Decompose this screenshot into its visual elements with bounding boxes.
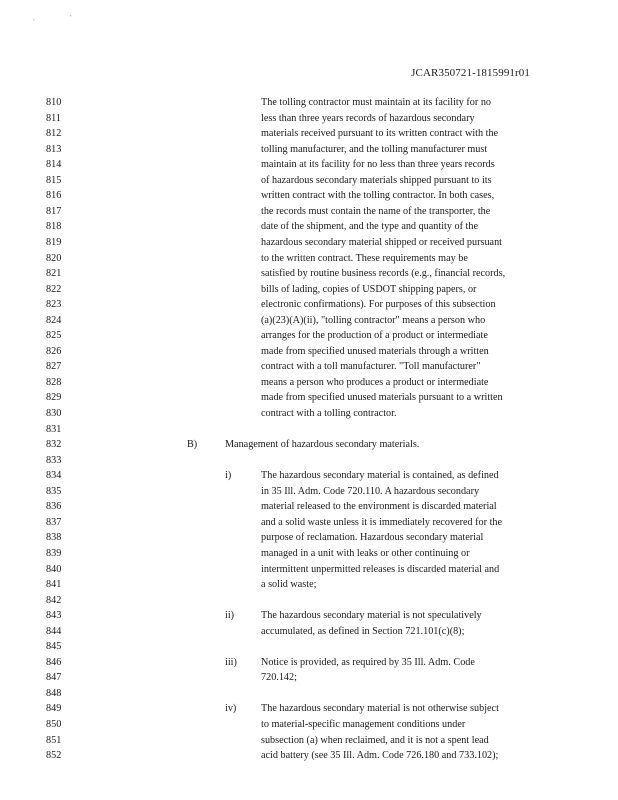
document-line bbox=[0, 562, 618, 577]
line-number: 821 bbox=[46, 268, 62, 280]
line-number: 824 bbox=[46, 314, 62, 326]
document-line bbox=[0, 624, 618, 639]
line-text: date of the shipment, and the type and quantity of the bbox=[261, 221, 478, 233]
line-text: bills of lading, copies of USDOT shipping papers, or bbox=[261, 283, 477, 295]
scan-mark: , bbox=[33, 14, 35, 22]
document-line bbox=[0, 530, 618, 545]
document-line bbox=[0, 546, 618, 561]
document-line bbox=[0, 188, 618, 203]
line-number: 811 bbox=[46, 112, 61, 124]
line-number: 832 bbox=[46, 439, 62, 451]
line-text: and a solid waste unless it is immediately recovered for the bbox=[261, 516, 503, 528]
document-line bbox=[0, 655, 618, 670]
line-number: 825 bbox=[46, 330, 62, 342]
document-line bbox=[0, 422, 618, 437]
line-number: 827 bbox=[46, 361, 62, 373]
line-number: 846 bbox=[46, 656, 62, 668]
line-number: 843 bbox=[46, 610, 62, 622]
subsection-label: ii) bbox=[225, 610, 235, 622]
line-text: satisfied by routine business records (e.g., financial records, bbox=[261, 268, 506, 280]
line-text: maintain at its facility for no less than three years records bbox=[261, 159, 495, 171]
document-line bbox=[0, 406, 618, 421]
line-number: 848 bbox=[46, 687, 62, 699]
line-text: made from specified unused materials pursuant to a written bbox=[261, 392, 503, 404]
line-number: 847 bbox=[46, 672, 62, 684]
line-text: to material-specific management conditions under bbox=[261, 719, 466, 730]
line-number: 816 bbox=[46, 190, 62, 202]
line-text: 720.142; bbox=[261, 672, 297, 684]
line-text: Notice is provided, as required by 35 Ill. Adm. Code bbox=[261, 656, 475, 668]
line-number: 815 bbox=[46, 174, 62, 186]
line-text: tolling manufacturer, and the tolling manufacturer must bbox=[261, 143, 488, 155]
line-number: 844 bbox=[46, 625, 62, 637]
line-number: 810 bbox=[46, 97, 62, 108]
document-line bbox=[0, 499, 618, 514]
line-number: 849 bbox=[46, 703, 62, 715]
scan-mark: ' bbox=[70, 14, 72, 22]
line-text: The tolling contractor must maintain at its facility for no bbox=[261, 97, 492, 108]
line-text: material released to the environment is discarded material bbox=[261, 501, 497, 513]
document-line bbox=[0, 701, 618, 716]
line-number: 817 bbox=[46, 205, 62, 217]
line-number: 841 bbox=[46, 579, 62, 591]
line-number: 838 bbox=[46, 532, 62, 544]
line-text: The hazardous secondary material is not otherwise subject bbox=[261, 703, 499, 715]
line-text: to the written contract. These requirements may be bbox=[261, 252, 468, 264]
line-number: 829 bbox=[46, 392, 62, 404]
line-text: the records must contain the name of the transporter, the bbox=[261, 205, 491, 217]
line-number: 836 bbox=[46, 501, 62, 513]
document-line bbox=[0, 328, 618, 343]
document-line bbox=[0, 313, 618, 328]
document-line bbox=[0, 359, 618, 374]
line-number: 842 bbox=[46, 594, 62, 606]
subsection-label: iv) bbox=[225, 703, 237, 715]
line-number: 818 bbox=[46, 221, 62, 233]
document-line bbox=[0, 375, 618, 390]
line-text: of hazardous secondary materials shipped pursuant to its bbox=[261, 174, 492, 186]
line-text: managed in a unit with leaks or other continuing or bbox=[261, 547, 470, 559]
line-number: 820 bbox=[46, 252, 62, 264]
subsection-label: iii) bbox=[225, 656, 237, 668]
document-line bbox=[0, 204, 618, 219]
document-line bbox=[0, 717, 618, 732]
line-number: 828 bbox=[46, 376, 62, 388]
document-line bbox=[0, 670, 618, 685]
line-number: 834 bbox=[46, 470, 62, 482]
document-line bbox=[0, 235, 618, 250]
line-text: made from specified unused materials through a written bbox=[261, 345, 489, 357]
document-line bbox=[0, 173, 618, 188]
line-text: purpose of reclamation. Hazardous secondary material bbox=[261, 532, 484, 544]
line-number: 813 bbox=[46, 143, 62, 155]
document-line bbox=[0, 344, 618, 359]
line-number: 814 bbox=[46, 159, 62, 171]
line-text: a solid waste; bbox=[261, 579, 317, 591]
line-text: written contract with the tolling contractor. In both cases, bbox=[261, 190, 495, 202]
line-number: 830 bbox=[46, 408, 62, 419]
line-number: 840 bbox=[46, 563, 62, 575]
document-line bbox=[0, 593, 618, 608]
document-line bbox=[0, 608, 618, 623]
document-id: JCAR350721-1815991r01 bbox=[411, 67, 530, 79]
document-line bbox=[0, 468, 618, 483]
document-line bbox=[0, 297, 618, 312]
line-text: arranges for the production of a product or intermediate bbox=[261, 330, 488, 342]
line-text: less than three years records of hazardous secondary bbox=[261, 112, 475, 124]
subsection-label: B) bbox=[187, 439, 198, 451]
document-line bbox=[0, 748, 618, 763]
line-text: electronic confirmations). For purposes of this subsection bbox=[261, 299, 496, 311]
line-number: 812 bbox=[46, 128, 62, 140]
line-text: The hazardous secondary material is contained, as defined bbox=[261, 470, 499, 482]
line-number: 850 bbox=[46, 719, 62, 730]
document-line bbox=[0, 437, 618, 452]
document-line bbox=[0, 95, 618, 110]
subsection-label: i) bbox=[225, 470, 232, 482]
line-text: means a person who produces a product or intermediate bbox=[261, 376, 489, 388]
document-line bbox=[0, 390, 618, 405]
line-text: contract with a tolling contractor. bbox=[261, 408, 397, 419]
document-line bbox=[0, 126, 618, 141]
document-line bbox=[0, 157, 618, 172]
line-text: The hazardous secondary material is not speculatively bbox=[261, 610, 482, 622]
line-number: 851 bbox=[46, 734, 62, 746]
line-text: hazardous secondary material shipped or received pursuant bbox=[261, 236, 503, 248]
line-number: 823 bbox=[46, 299, 62, 311]
document-line bbox=[0, 686, 618, 701]
document-line bbox=[0, 577, 618, 592]
line-number: 831 bbox=[46, 423, 62, 435]
line-number: 835 bbox=[46, 485, 62, 497]
document-line bbox=[0, 639, 618, 654]
document-line bbox=[0, 515, 618, 530]
line-number: 833 bbox=[46, 454, 62, 466]
line-number: 822 bbox=[46, 283, 62, 295]
line-number: 852 bbox=[46, 750, 62, 762]
line-text: in 35 Ill. Adm. Code 720.110. A hazardous secondary bbox=[261, 485, 480, 497]
line-text: materials received pursuant to its written contract with the bbox=[261, 128, 499, 140]
line-text: acid battery (see 35 Ill. Adm. Code 726.180 and 733.102); bbox=[261, 750, 499, 762]
line-text: subsection (a) when reclaimed, and it is not a spent lead bbox=[261, 734, 489, 746]
line-text: intermittent unpermitted releases is discarded material and bbox=[261, 563, 500, 575]
document-line bbox=[0, 111, 618, 126]
line-text: Management of hazardous secondary materials. bbox=[225, 439, 420, 451]
line-text: accumulated, as defined in Section 721.101(c)(8); bbox=[261, 625, 465, 637]
document-line bbox=[0, 266, 618, 281]
line-text: contract with a toll manufacturer. "Toll manufacturer" bbox=[261, 361, 481, 373]
line-number: 837 bbox=[46, 516, 62, 528]
document-line bbox=[0, 282, 618, 297]
document-line bbox=[0, 251, 618, 266]
line-number: 826 bbox=[46, 345, 62, 357]
document-line bbox=[0, 733, 618, 748]
line-number: 839 bbox=[46, 547, 62, 559]
document-line bbox=[0, 142, 618, 157]
line-number: 845 bbox=[46, 641, 62, 653]
line-number: 819 bbox=[46, 236, 62, 248]
document-line bbox=[0, 453, 618, 468]
line-text: (a)(23)(A)(ii), "tolling contractor" means a person who bbox=[261, 314, 486, 326]
document-line bbox=[0, 219, 618, 234]
document-line bbox=[0, 484, 618, 499]
